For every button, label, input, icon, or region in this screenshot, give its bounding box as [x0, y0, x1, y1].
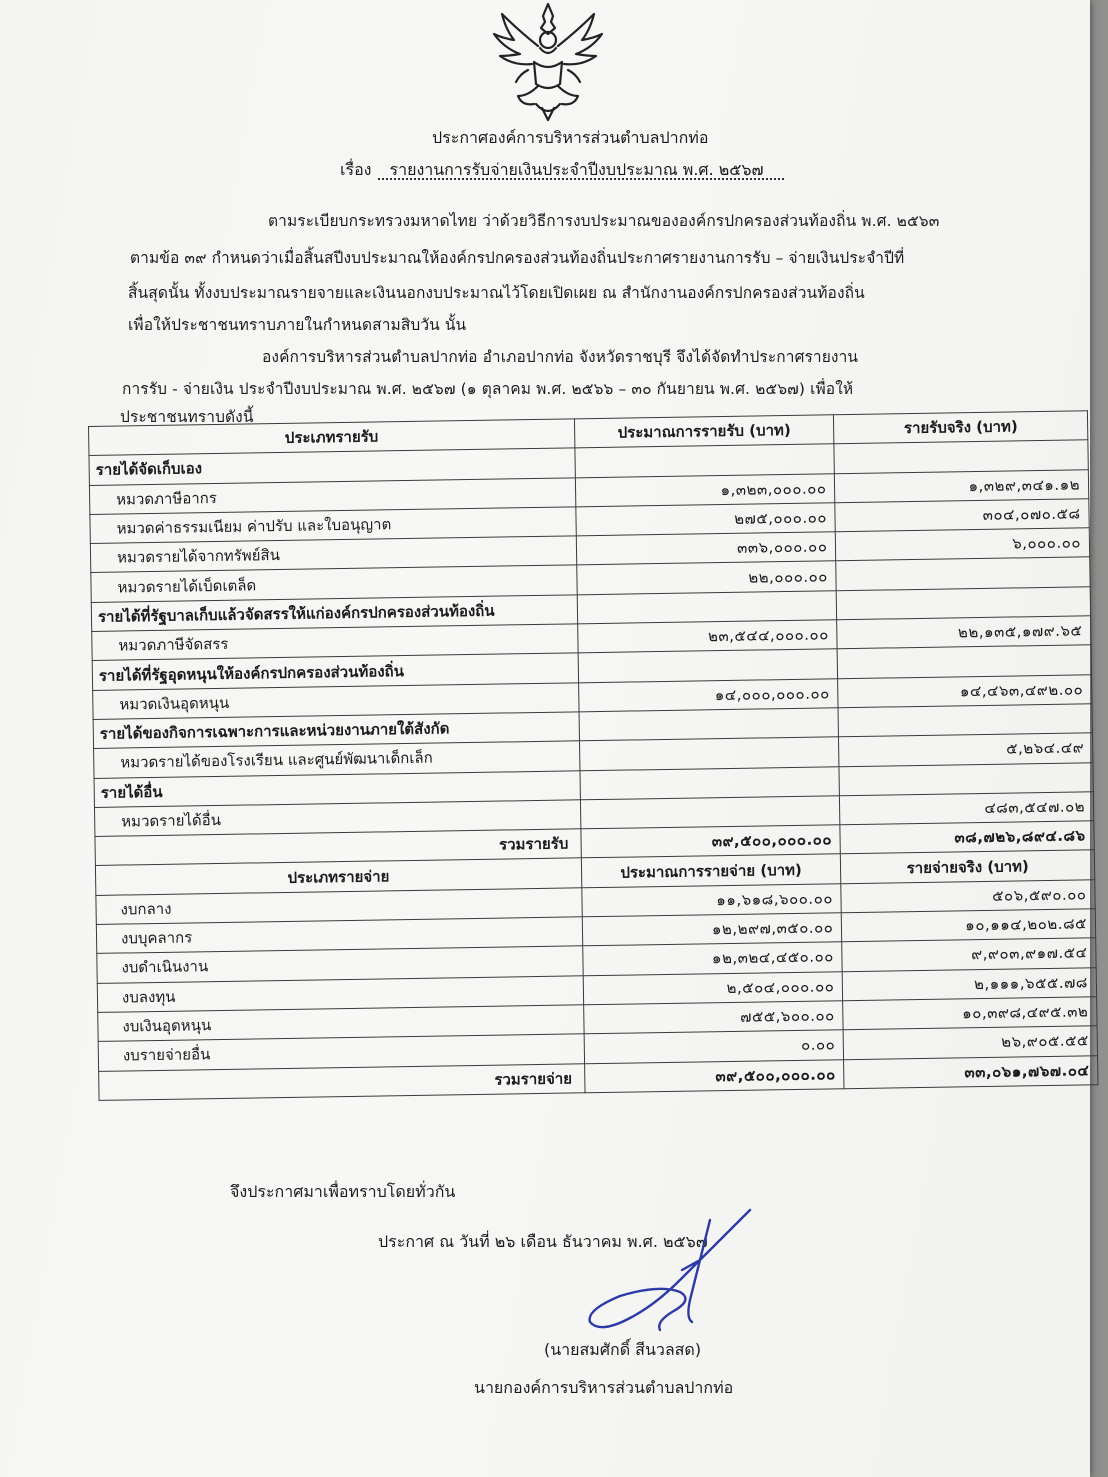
budget-report-table — [88, 410, 1098, 1100]
expense-type-cell: งบลงทุน — [97, 975, 583, 1012]
estimate-cell: ๒๗๕,๐๐๐.๐๐ — [576, 503, 836, 536]
column-header-estimate: ประมาณการรายจ่าย (บาท) — [581, 854, 841, 887]
paragraph-line: องค์การบริหารส่วนตำบลปากท่อ อำเภอปากท่อ จังหวัดราชบุรี จึงได้จัดทำประกาศรายงาน — [262, 348, 859, 366]
income-type-cell: รายได้ของกิจการเฉพาะการและหน่วยงานภายใต้สังกัด — [93, 712, 579, 749]
estimate-cell: ๑,๓๒๓,๐๐๐.๐๐ — [575, 473, 835, 506]
expense-type-cell: งบดำเนินงาน — [97, 946, 583, 983]
estimate-cell: ๒๒,๐๐๐.๐๐ — [576, 561, 836, 594]
expense-type-cell: งบกลาง — [96, 888, 582, 925]
income-type-cell: หมวดภาษีอากร — [89, 477, 575, 514]
paragraph-line: ตามข้อ ๓๙ กำหนดว่าเมื่อสิ้นสปีงบประมาณให้องค์กรปกครองส่วนท้องถิ่นประกาศรายงานการรับ – จ่ายเงินประจำปีที่ — [130, 249, 905, 267]
actual-cell — [834, 440, 1088, 473]
subject-text: รายงานการรับจ่ายเงินประจำปีงบประมาณ พ.ศ. ๒๕๖๗ — [389, 160, 764, 179]
estimate-cell: ๑๒,๒๙๗,๓๕๐.๐๐ — [582, 913, 842, 946]
estimate-cell — [575, 444, 835, 477]
actual-cell: ๑๐,๑๑๔,๒๐๒.๘๕ — [842, 909, 1096, 942]
income-total-actual: ๓๘,๗๒๖,๘๙๔.๘๖ — [840, 821, 1094, 854]
expense-total-estimate: ๓๙,๕๐๐,๐๐๐.๐๐ — [584, 1059, 844, 1092]
estimate-cell: ๑๔,๐๐๐,๐๐๐.๐๐ — [578, 678, 838, 711]
income-type-cell: รายได้ที่รัฐอุดหนุนให้องค์กรปกครองส่วนท้องถิ่น — [92, 653, 578, 690]
income-type-cell: หมวดเงินอุดหนุน — [93, 683, 579, 720]
estimate-cell: ๓๓๖,๐๐๐.๐๐ — [576, 532, 836, 565]
actual-cell: ๔๘๓,๕๔๗.๐๒ — [840, 792, 1094, 825]
actual-cell: ๑๐,๓๙๘,๔๙๕.๓๒ — [843, 997, 1097, 1030]
actual-cell — [836, 557, 1090, 590]
subject-label: เรื่อง — [340, 160, 372, 179]
estimate-cell: ๒๓,๕๔๔,๐๐๐.๐๐ — [577, 620, 837, 653]
handwritten-signature — [560, 1200, 770, 1350]
expense-total-actual: ๓๓,๐๖๑,๗๖๗.๐๔ — [844, 1055, 1098, 1088]
estimate-cell: ๐.๐๐ — [584, 1030, 844, 1063]
dotted-separator — [378, 178, 784, 180]
actual-cell: ๒๖,๙๐๕.๕๕ — [844, 1026, 1098, 1059]
income-type-cell: หมวดค่าธรรมเนียม ค่าปรับ และใบอนุญาต — [90, 507, 576, 544]
expense-type-cell: งบรายจ่ายอื่น — [98, 1034, 584, 1071]
actual-cell: ๕๐๖,๕๙๐.๐๐ — [841, 879, 1095, 912]
announcement-date: ประกาศ ณ วันที่ ๒๖ เดือน ธันวาคม พ.ศ. ๒๕๖๗ — [378, 1232, 708, 1251]
paragraph-line: เพื่อให้ประชาชนทราบภายในกำหนดสามสิบวัน นั้น — [128, 316, 467, 334]
income-type-cell: รายได้จัดเก็บเอง — [89, 448, 575, 485]
income-total-label: รวมรายรับ — [95, 829, 581, 866]
expense-total-label: รวมรายจ่าย — [99, 1063, 585, 1100]
income-type-cell: หมวดรายได้เบ็ดเตล็ด — [91, 565, 577, 602]
column-header-estimate: ประมาณการรายรับ (บาท) — [574, 415, 834, 448]
paragraph-line: สิ้นสุดนั้น ทั้งงบประมาณรายจายและเงินนอกงบประมาณไว้โดยเปิดเผย ณ สำนักงานองค์กรปกครองส่วนท้องถิ่น — [128, 284, 865, 302]
actual-cell — [838, 645, 1092, 678]
column-header-actual: รายจ่ายจริง (บาท) — [841, 850, 1095, 883]
income-type-cell: รายได้ที่รัฐบาลเก็บแล้วจัดสรรให้แก่องค์กรปกครองส่วนท้องถิ่น — [91, 595, 577, 632]
actual-cell: ๒,๑๑๑,๖๕๕.๗๘ — [843, 967, 1097, 1000]
actual-cell: ๑,๓๒๙,๓๔๑.๑๒ — [835, 469, 1089, 502]
garuda-emblem-icon — [488, 0, 608, 122]
estimate-cell — [579, 708, 839, 741]
actual-cell — [837, 587, 1091, 620]
estimate-cell — [579, 737, 839, 770]
actual-cell: ๑๔,๔๖๓,๔๙๒.๐๐ — [838, 674, 1092, 707]
actual-cell — [838, 704, 1092, 737]
expense-type-cell: งบบุคลากร — [96, 917, 582, 954]
income-type-cell: หมวดรายได้จากทรัพย์สิน — [90, 536, 576, 573]
income-total-estimate: ๓๙,๕๐๐,๐๐๐.๐๐ — [581, 825, 841, 858]
income-type-cell: หมวดรายได้อื่น — [94, 800, 580, 837]
actual-cell: ๖,๐๐๐.๐๐ — [836, 528, 1090, 561]
document-title: ประกาศองค์การบริหารส่วนตำบลปากท่อ — [432, 128, 709, 147]
closing-announcement: จึงประกาศมาเพื่อทราบโดยทั่วกัน — [230, 1182, 456, 1201]
estimate-cell — [580, 796, 840, 829]
income-type-cell: รายได้อื่น — [94, 770, 580, 807]
paragraph-line: การรับ - จ่ายเงิน ประจำปีงบประมาณ พ.ศ. ๒๕๖๗ (๑ ตุลาคม พ.ศ. ๒๕๖๖ – ๓๐ กันยายน พ.ศ. ๒๕๖๗) เพื่อให้ — [122, 380, 854, 398]
paragraph-line: ประชาชนทราบดังนี้ — [120, 408, 254, 426]
estimate-cell: ๑๒,๓๒๔,๔๕๐.๐๐ — [582, 942, 842, 975]
column-header-type: ประเภทรายรับ — [89, 419, 575, 456]
income-type-cell: หมวดรายได้ของโรงเรียน และศูนย์พัฒนาเด็กเล็ก — [94, 741, 580, 778]
column-header-actual: รายรับจริง (บาท) — [834, 411, 1088, 444]
estimate-cell: ๒,๕๐๔,๐๐๐.๐๐ — [583, 971, 843, 1004]
actual-cell: ๒๒,๑๓๕,๑๗๙.๖๕ — [837, 616, 1091, 649]
signer-name: (นายสมศักดิ์ สีนวลสด) — [544, 1340, 702, 1359]
signer-title: นายกองค์การบริหารส่วนตำบลปากท่อ — [474, 1378, 734, 1397]
estimate-cell: ๗๕๕,๖๐๐.๐๐ — [583, 1001, 843, 1034]
estimate-cell — [578, 649, 838, 682]
actual-cell: ๓๐๔,๐๗๐.๕๘ — [835, 499, 1089, 532]
estimate-cell — [577, 591, 837, 624]
column-header-type: ประเภทรายจ่าย — [95, 858, 581, 895]
paragraph-line: ตามระเบียบกระทรวงมหาดไทย ว่าด้วยวิธีการงบประมาณขององค์กรปกครองส่วนท้องถิ่น พ.ศ. ๒๕๖๓ — [268, 212, 940, 230]
actual-cell: ๙,๙๐๓,๙๑๗.๕๔ — [842, 938, 1096, 971]
estimate-cell: ๑๑,๖๑๘,๖๐๐.๐๐ — [581, 883, 841, 916]
estimate-cell — [580, 766, 840, 799]
income-type-cell: หมวดภาษีจัดสรร — [92, 624, 578, 661]
expense-type-cell: งบเงินอุดหนุน — [98, 1005, 584, 1042]
actual-cell — [839, 762, 1093, 795]
actual-cell: ๕,๒๖๔.๔๙ — [839, 733, 1093, 766]
